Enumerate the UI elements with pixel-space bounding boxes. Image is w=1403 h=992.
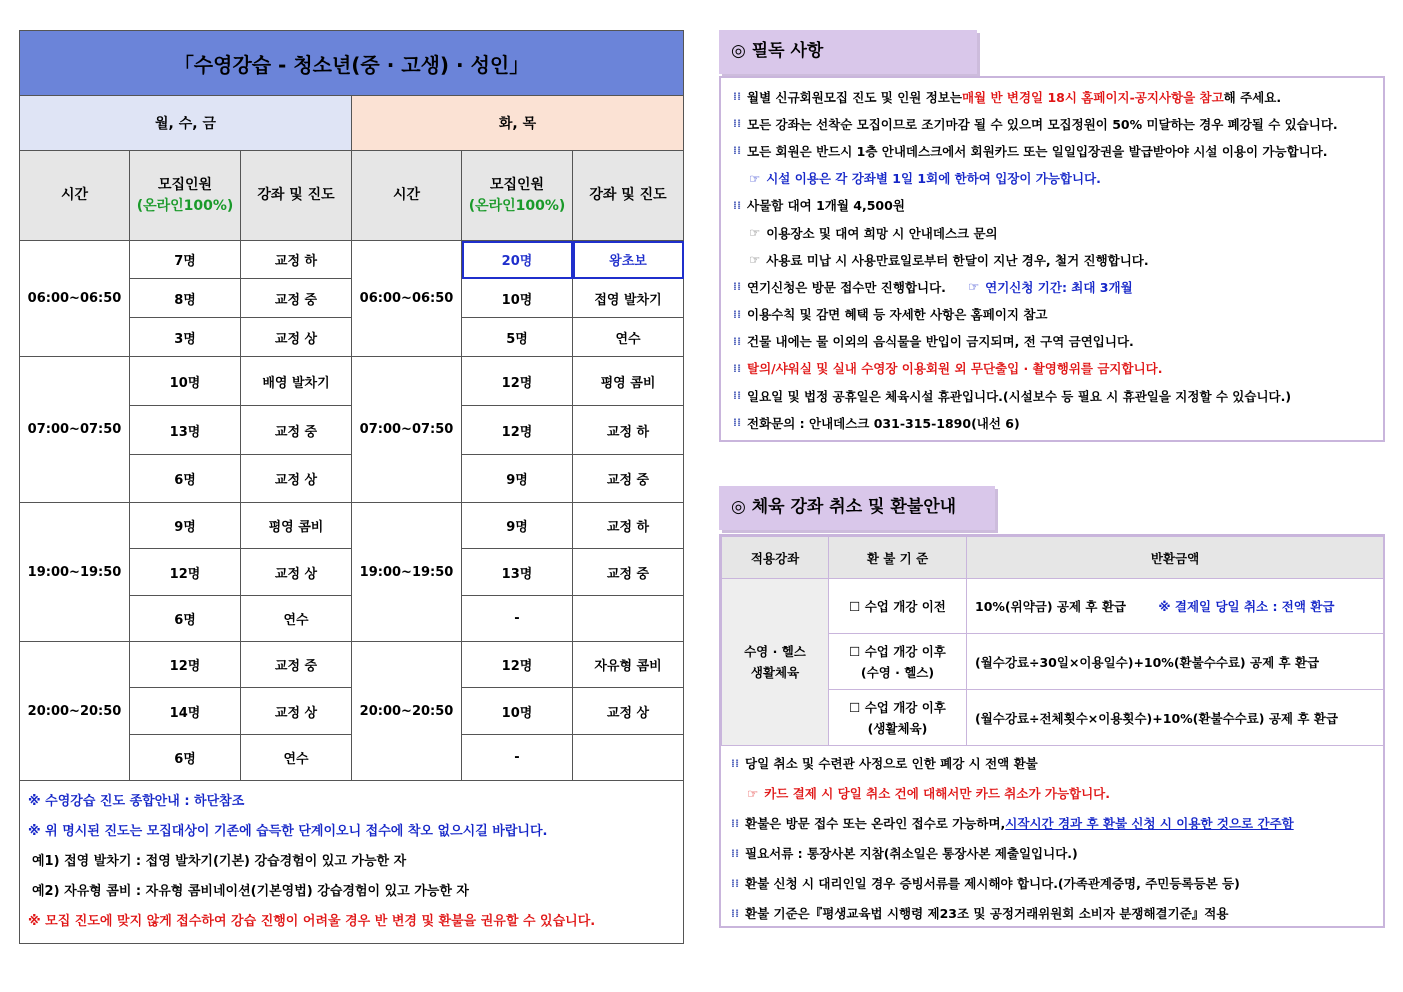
note-guide: ※ 수영강습 진도 종합안내 : 하단참조: [28, 794, 245, 809]
recruit-count: 14명: [130, 688, 241, 735]
recruit-count: 12명: [462, 357, 573, 406]
recruit-count: 12명: [462, 406, 573, 455]
notice-item: ⁞⁞ 월별 신규회원모집 진도 및 인원 정보는 매월 반 변경일 18시 홈페이지-공지사항을 참고 해 주세요.: [727, 83, 1383, 110]
recruit-count: -: [462, 735, 573, 781]
notice-item: ⁞⁞ 일요일 및 법정 공휴일은 체육시설 휴관입니다.(시설보수 등 필요 시 휴관일을 지정할 수 있습니다.): [727, 382, 1383, 409]
notice-item: ⁞⁞ 연기신청은 방문 접수만 진행합니다. ☞ 연기신청 기간: 최대 3개월: [727, 273, 1383, 300]
notice-item: ⁞⁞ 모든 회원은 반드시 1층 안내데스크에서 회원카드 또는 일일입장권을 발급받아야 시설 이용이 가능합니다.: [727, 137, 1383, 164]
bullet-icon: ⁞⁞: [730, 816, 740, 830]
course-level: 교정 중: [573, 549, 684, 596]
time-slot-mwf: 07:00~07:50: [20, 357, 130, 503]
course-level: 접영 발차기: [573, 279, 684, 318]
course-level: 연수: [241, 735, 352, 781]
course-level: 교정 중: [241, 279, 352, 318]
course-level: 교정 상: [241, 455, 352, 503]
notice-item: ⁞⁞ 전화문의 : 안내데스크 031-315-1890(내선 6): [727, 409, 1383, 436]
col-header-recruit: 모집인원 (온라인100%): [130, 151, 241, 241]
course-level: 교정 중: [241, 406, 352, 455]
swim-schedule-panel: [19, 30, 683, 944]
recruit-count: 9명: [130, 503, 241, 549]
course-level: 평영 콤비: [573, 357, 684, 406]
recruit-count: 10명: [462, 688, 573, 735]
refund-amount: 10%(위약금) 공제 후 환급 ※ 결제일 당일 취소 : 전액 환급: [967, 579, 1384, 634]
bullet-icon: ⁞⁞: [730, 876, 740, 890]
table-row: [722, 579, 1384, 634]
refund-item: ⁞⁞ 환불은 방문 접수 또는 온라인 접수로 가능하며, 시작시간 경과 후 환불 신청 시 이용한 것으로 간주함: [725, 808, 1383, 838]
recruit-count: 12명: [130, 642, 241, 688]
recruit-count: 5명: [462, 318, 573, 357]
notice-item: ⁞⁞ 사물함 대여 1개월 4,500원: [727, 192, 1383, 219]
course-level: 배영 발차기: [241, 357, 352, 406]
bullet-icon: ⁞⁞: [732, 198, 742, 212]
refund-header-amount: 반환금액: [967, 537, 1384, 579]
schedule-notes: [20, 781, 684, 944]
course-level: 교정 하: [573, 406, 684, 455]
recruit-count: 7명: [130, 241, 241, 279]
refund-subitem: ☞ 카드 결제 시 당일 취소 건에 대해서만 카드 취소가 가능합니다.: [747, 785, 1111, 801]
recruit-count: 13명: [130, 406, 241, 455]
day-group-mwf: 월, 수, 금: [20, 96, 352, 151]
recruit-count: 6명: [130, 735, 241, 781]
notice-item: ⁞⁞ 건물 내에는 물 이외의 음식물을 반입이 금지되며, 전 구역 금연입니다.: [727, 328, 1383, 355]
recruit-count: -: [462, 596, 573, 642]
course-level: 연수: [241, 596, 352, 642]
recruit-count: 10명: [462, 279, 573, 318]
note-level-warning: ※ 위 명시된 진도는 모집대상이 기존에 습득한 단계이오니 접수에 착오 없으시길 바랍니다.: [28, 824, 548, 839]
recruit-count: 13명: [462, 549, 573, 596]
time-slot-mwf: 19:00~19:50: [20, 503, 130, 642]
bullet-icon: ⁞⁞: [732, 117, 742, 131]
refund-box: [719, 534, 1385, 928]
course-level: 교정 중: [573, 455, 684, 503]
col-header-course: 강좌 및 진도: [573, 151, 684, 241]
note-example-2: 예2) 자유형 콤비 : 자유형 콤비네이션(기본영법) 강습경험이 있고 가능한 자: [32, 884, 469, 899]
bullet-icon: ⁞⁞: [732, 389, 742, 403]
refund-item: ⁞⁞ 환불 기준은『평생교육법 시행령 제23조 및 공정거래위원회 소비자 분쟁해결기준』적용: [725, 898, 1383, 928]
course-level: 자유형 콤비: [573, 642, 684, 688]
notice-title: ◎ 필독 사항: [719, 30, 977, 74]
note-example-1: 예1) 접영 발차기 : 접영 발차기(기본) 강습경험이 있고 가능한 자: [32, 854, 407, 869]
time-slot-tt: 19:00~19:50: [352, 503, 462, 642]
refund-condition: ☐ 수업 개강 이후 (수영 · 헬스): [829, 634, 967, 690]
notice-item: ⁞⁞ 탈의/샤워실 및 실내 수영장 이용회원 외 무단출입 · 촬영행위를 금지합니다.: [727, 355, 1383, 382]
schedule-title: 「수영강습 - 청소년(중 · 고생) · 성인」: [20, 31, 684, 96]
recruit-count: 12명: [462, 642, 573, 688]
pointing-hand-icon: ☞: [749, 225, 761, 241]
time-slot-tt: 07:00~07:50: [352, 357, 462, 503]
note-class-change: ※ 모집 진도에 맞지 않게 접수하여 강습 진행이 어려울 경우 반 변경 및 환불을 권유할 수 있습니다.: [28, 914, 596, 929]
recruit-count: 8명: [130, 279, 241, 318]
course-level: 평영 콤비: [241, 503, 352, 549]
time-slot-mwf: 20:00~20:50: [20, 642, 130, 781]
time-slot-tt: 20:00~20:50: [352, 642, 462, 781]
table-row: [20, 503, 684, 549]
bullet-icon: ⁞⁞: [730, 906, 740, 920]
col-header-course: 강좌 및 진도: [241, 151, 352, 241]
notice-item: ⁞⁞ 이용수칙 및 감면 혜택 등 자세한 사항은 홈페이지 참고: [727, 301, 1383, 328]
recruit-count: 12명: [130, 549, 241, 596]
table-row: [20, 241, 684, 279]
notice-subitem: ☞ 시설 이용은 각 강좌별 1일 1회에 한하여 입장이 가능합니다.: [749, 170, 1101, 187]
swim-schedule-table: [19, 30, 684, 944]
notice-box: [719, 76, 1385, 442]
pointing-hand-icon: ☞: [749, 252, 761, 268]
refund-category: 수영 · 헬스 생활체육: [722, 579, 829, 746]
notice-subitem: ☞ 사용료 미납 시 사용만료일로부터 한달이 지난 경우, 철거 진행합니다.: [749, 252, 1149, 268]
bullet-icon: ⁞⁞: [732, 280, 742, 294]
refund-item: ⁞⁞ 필요서류 : 통장사본 지참(취소일은 통장사본 제출일입니다.): [725, 838, 1383, 868]
bullet-icon: ⁞⁞: [732, 307, 742, 321]
table-row: [20, 357, 684, 406]
refund-title: ◎ 체육 강좌 취소 및 환불안내: [719, 486, 995, 530]
bullet-icon: ⁞⁞: [732, 416, 742, 430]
refund-header-criteria: 환 불 기 준: [829, 537, 967, 579]
table-row: [20, 642, 684, 688]
recruit-count: 3명: [130, 318, 241, 357]
refund-condition: ☐ 수업 개강 이전: [829, 579, 967, 634]
recruit-count: 9명: [462, 503, 573, 549]
col-header-recruit: 모집인원 (온라인100%): [462, 151, 573, 241]
course-level: [573, 596, 684, 642]
refund-amount: (월수강료÷전체횟수×이용횟수)+10%(환불수수료) 공제 후 환급: [967, 690, 1384, 746]
course-level: 교정 상: [573, 688, 684, 735]
refund-amount: (월수강료÷30일×이용일수)+10%(환불수수료) 공제 후 환급: [967, 634, 1384, 690]
recruit-count: 10명: [130, 357, 241, 406]
course-level: 연수: [573, 318, 684, 357]
refund-item: ⁞⁞ 환불 신청 시 대리인일 경우 증빙서류를 제시해야 합니다.(가족관계증명, 주민등록등본 등): [725, 868, 1383, 898]
pointing-hand-icon: ☞: [967, 279, 980, 295]
course-level: [573, 735, 684, 781]
bullet-icon: ⁞⁞: [732, 144, 742, 158]
course-level: 교정 상: [241, 318, 352, 357]
recruit-count: 6명: [130, 596, 241, 642]
bullet-icon: ⁞⁞: [732, 334, 742, 348]
course-level: 교정 상: [241, 549, 352, 596]
time-slot-tt: 06:00~06:50: [352, 241, 462, 357]
refund-condition: ☐ 수업 개강 이후 (생활체육): [829, 690, 967, 746]
pointing-hand-icon: ☞: [749, 170, 761, 186]
bullet-icon: ⁞⁞: [732, 90, 742, 104]
col-header-time: 시간: [20, 151, 130, 241]
bullet-icon: ⁞⁞: [730, 846, 740, 860]
recruit-count-highlighted: 20명: [462, 241, 573, 279]
refund-table: [721, 536, 1384, 746]
col-header-time: 시간: [352, 151, 462, 241]
course-level-highlighted: 왕초보: [573, 241, 684, 279]
course-level: 교정 하: [573, 503, 684, 549]
refund-header-course: 적용강좌: [722, 537, 829, 579]
recruit-count: 9명: [462, 455, 573, 503]
bullet-icon: ⁞⁞: [732, 361, 742, 375]
bullet-icon: ⁞⁞: [730, 756, 740, 770]
course-level: 교정 상: [241, 688, 352, 735]
pointing-hand-icon: ☞: [747, 785, 759, 801]
recruit-count: 6명: [130, 455, 241, 503]
notice-item: ⁞⁞ 모든 강좌는 선착순 모집이므로 조기마감 될 수 있으며 모집정원이 50% 미달하는 경우 폐강될 수 있습니다.: [727, 110, 1383, 137]
course-level: 교정 중: [241, 642, 352, 688]
refund-notes: [721, 746, 1383, 928]
course-level: 교정 하: [241, 241, 352, 279]
time-slot-mwf: 06:00~06:50: [20, 241, 130, 357]
refund-item: ⁞⁞ 당일 취소 및 수련관 사정으로 인한 폐강 시 전액 환불: [725, 748, 1383, 778]
notice-subitem: ☞ 이용장소 및 대여 희망 시 안내데스크 문의: [749, 225, 998, 241]
day-group-tt: 화, 목: [352, 96, 684, 151]
